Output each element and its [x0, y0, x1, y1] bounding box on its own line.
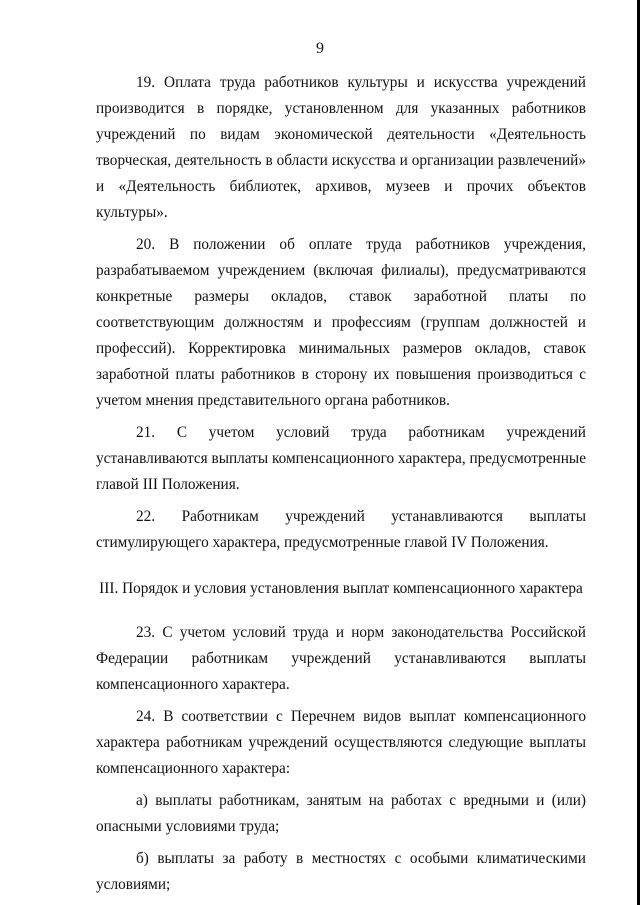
paragraph-24: 24. В соответствии с Перечнем видов выплат компенсационного характера работникам учреждений осуществляются следующие выплаты компенсационного характера:: [96, 708, 586, 777]
paragraph-21: 21. С учетом условий труда работникам учреждений устанавливаются выплаты компенсационного характера, предусмотренные главой III Положения.: [96, 424, 586, 493]
section-heading: III. Порядок и условия установления выплат компенсационного характера: [99, 580, 583, 597]
paragraph-19: 19. Оплата труда работников культуры и искусства учреждений производится в порядке, установленном для указанных работников учреждений по видам экономической деятельности «Деятельность творческая, деятельность в области искусства и организации развлечений» и «Деятельность библиотек, архивов, музеев и прочих объектов культуры».: [96, 74, 586, 221]
page-number: 9: [316, 40, 324, 57]
paragraph-23: 23. С учетом условий труда и норм законодательства Российской Федерации работникам учреждений устанавливаются выплаты компенсационного характера.: [96, 624, 586, 693]
paragraph-22: 22. Работникам учреждений устанавливаются выплаты стимулирующего характера, предусмотренные главой IV Положения.: [96, 508, 586, 551]
list-item-b: б) выплаты за работу в местностях с особыми климатическими условиями;: [96, 850, 586, 893]
document-body: [96, 70, 586, 898]
list-item-a: а) выплаты работникам, занятым на работах с вредными и (или) опасными условиями труда;: [96, 792, 586, 835]
paragraph-20: 20. В положении об оплате труда работников учреждения, разрабатываемом учреждением (включая филиалы), предусматриваются конкретные размеры окладов, ставок заработной платы по соответствующим должностям и профессиям (группам должностей и профессий). Корректировка минимальных размеров окладов, ставок заработной платы работников в сторону их повышения производиться с учетом мнения представительного органа работников.: [96, 236, 586, 409]
